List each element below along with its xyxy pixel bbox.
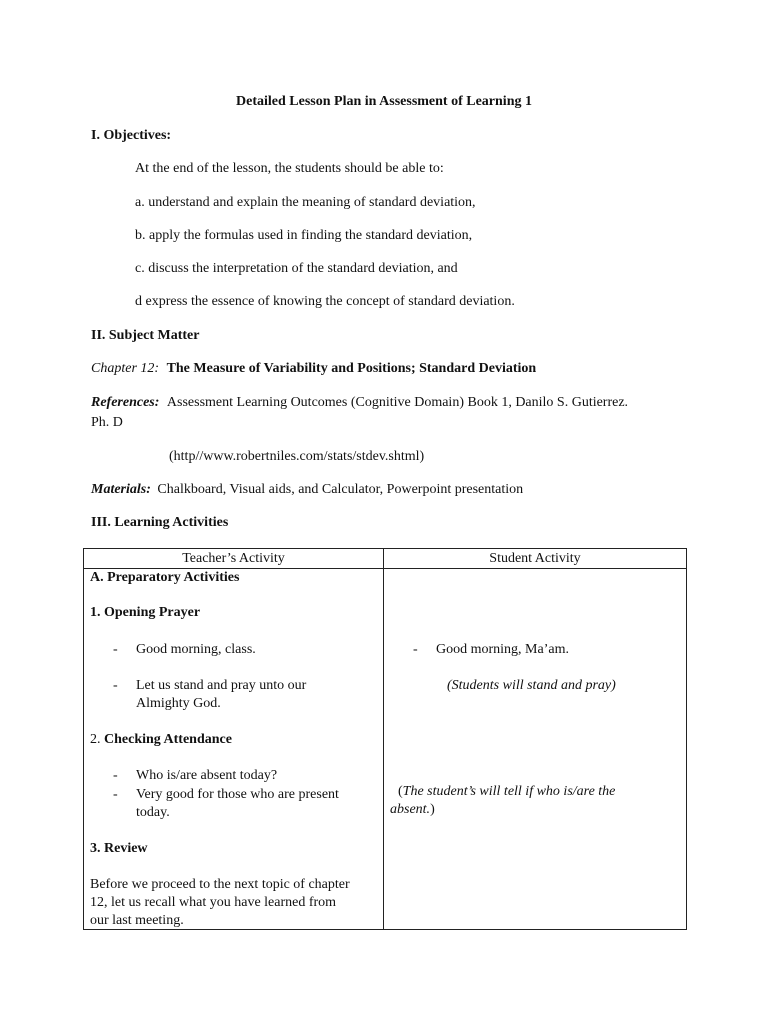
references-text: Assessment Learning Outcomes (Cognitive Domain) Book 1, Danilo S. Gutierrez. xyxy=(166,395,629,410)
teacher-prayer-line: Almighty God. xyxy=(136,696,221,711)
teacher-present-line: Very good for those who are present xyxy=(136,787,339,802)
student-attendance-text: absent. xyxy=(390,802,431,817)
materials-line xyxy=(91,481,523,499)
objective-item: d express the essence of knowing the concept of standard deviation. xyxy=(135,294,515,309)
objectives-intro: At the end of the lesson, the students should be able to: xyxy=(135,161,444,176)
student-attendance-note xyxy=(398,783,615,801)
teacher-present-line: today. xyxy=(136,805,170,820)
student-activity-cell xyxy=(384,569,687,930)
review-text: 12, let us recall what you have learned from xyxy=(90,895,337,910)
column-header-student: Student Activity xyxy=(384,549,687,569)
student-attendance-text: The student’s will tell if who is/are the xyxy=(402,784,616,799)
chapter-line xyxy=(91,360,536,378)
column-header-teacher: Teacher’s Activity xyxy=(84,549,384,569)
attendance-heading: Checking Attendance xyxy=(104,732,232,747)
teacher-activity-cell xyxy=(84,569,384,930)
dash-bullet: - xyxy=(113,768,118,783)
paren-open: ( xyxy=(398,784,403,799)
review-text: Before we proceed to the next topic of chapter xyxy=(90,877,350,892)
dash-bullet: - xyxy=(113,787,118,802)
dash-bullet: - xyxy=(113,678,118,693)
references-text-cont: Ph. D xyxy=(91,415,123,430)
references-label: References: xyxy=(91,395,160,410)
objective-item: a. understand and explain the meaning of standard deviation, xyxy=(135,195,476,210)
attendance-line xyxy=(90,731,232,749)
objective-item: b. apply the formulas used in finding the standard deviation, xyxy=(135,228,473,243)
activities-table xyxy=(83,548,687,930)
table-header-row xyxy=(84,549,687,569)
student-greeting: Good morning, Ma’am. xyxy=(436,642,569,657)
reference-url: (http//www.robertniles.com/stats/stdev.shtml) xyxy=(169,449,425,464)
paren-close: ) xyxy=(430,802,435,817)
preparatory-heading: A. Preparatory Activities xyxy=(90,570,240,585)
review-heading: 3. Review xyxy=(90,841,148,856)
teacher-absent-question: Who is/are absent today? xyxy=(136,768,278,783)
subject-matter-heading: II. Subject Matter xyxy=(91,328,200,343)
references-line xyxy=(91,394,628,412)
materials-label: Materials: xyxy=(91,482,151,497)
table-row xyxy=(84,569,687,930)
student-attendance-note-cont xyxy=(390,801,435,819)
review-text: our last meeting. xyxy=(90,913,184,928)
chapter-label: Chapter 12: xyxy=(91,361,160,376)
objective-item: c. discuss the interpretation of the standard deviation, and xyxy=(135,261,458,276)
materials-text: Chalkboard, Visual aids, and Calculator, Powerpoint presentation xyxy=(157,482,524,497)
dash-bullet: - xyxy=(113,642,118,657)
teacher-prayer-line: Let us stand and pray unto our xyxy=(136,678,307,693)
opening-prayer-heading: 1. Opening Prayer xyxy=(90,605,201,620)
student-prayer-note: (Students will stand and pray) xyxy=(447,678,616,693)
objectives-heading: I. Objectives: xyxy=(91,128,172,143)
chapter-title: The Measure of Variability and Positions; Standard Deviation xyxy=(166,361,537,376)
page-title: Detailed Lesson Plan in Assessment of Learning 1 xyxy=(236,94,532,109)
attendance-number: 2. xyxy=(90,732,101,747)
dash-bullet: - xyxy=(413,642,418,657)
learning-activities-heading: III. Learning Activities xyxy=(91,515,229,530)
teacher-greeting: Good morning, class. xyxy=(136,642,256,657)
